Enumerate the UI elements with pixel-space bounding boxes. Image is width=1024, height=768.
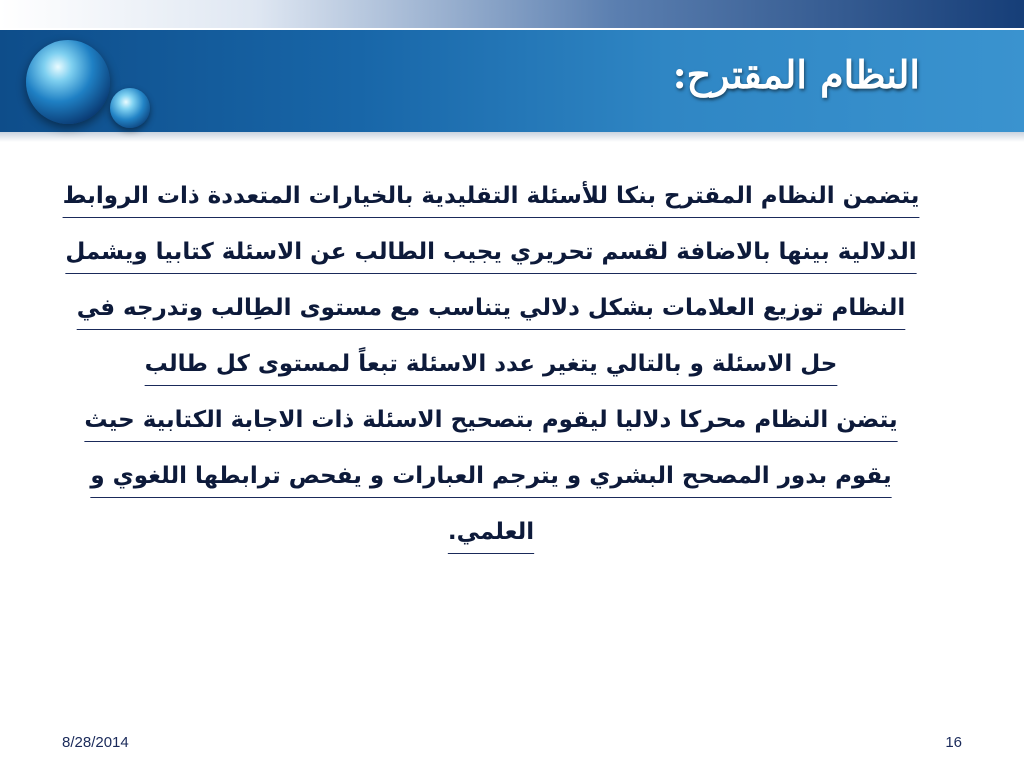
footer-page-number: 16 (945, 734, 962, 751)
paragraph-proposed-system (62, 168, 920, 392)
top-decorative-strip (0, 0, 1024, 28)
slide-title: النظام المقترح: (672, 52, 920, 97)
globe-orb-large-icon (26, 40, 110, 124)
globe-orb-small-icon (110, 88, 150, 128)
slide-body (62, 168, 920, 560)
paragraph-text: يتضمن النظام المقترح بنكا للأسئلة التقليدية بالخيارات المتعددة ذات الروابط الدلالية بينها بالاضافة لقسم تحريري يجيب الطالب عن الاسئلة كتابيا ويشمل النظام توزيع العلامات بشكل دلالي يتناسب مع مستوى الطِالب وتدرجه في حل الاسئلة و بالتالي يتغير عدد الاسئلة تبعاً لمستوى كل طالب (62, 183, 920, 377)
paragraph-semantic-engine (62, 392, 920, 560)
header-shadow (0, 132, 1024, 142)
paragraph-text: يتضن النظام محركا دلاليا ليقوم بتصحيح الاسئلة ذات الاجابة الكتابية حيث يقوم بدور المصحح البشري و يترجم العبارات و يفحص ترابطها اللغوي و العلمي. (84, 407, 898, 545)
footer-date: 8/28/2014 (62, 734, 129, 751)
